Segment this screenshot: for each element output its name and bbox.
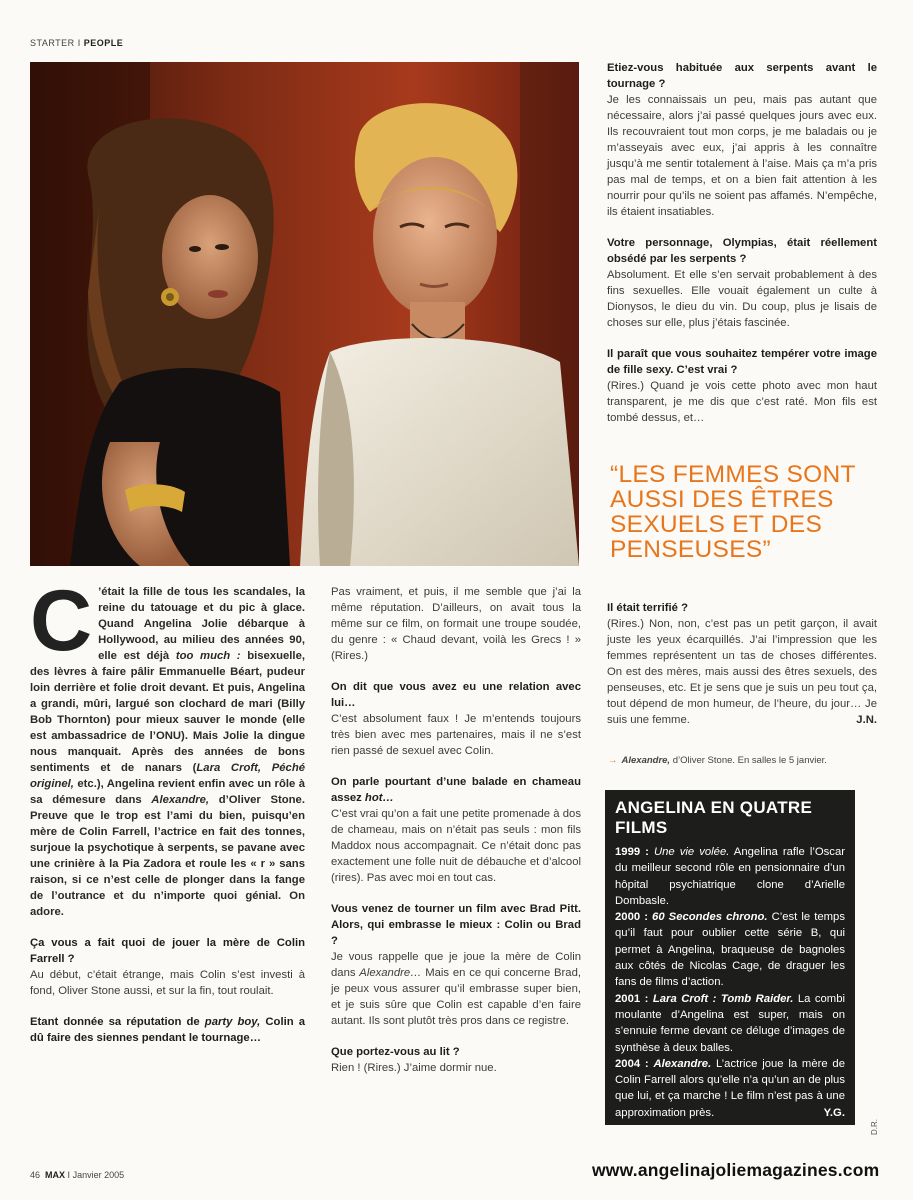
answer-6: Rien ! (Rires.) J’aime dormir nue. [331,1062,497,1074]
qa-6 [331,1044,581,1076]
question-4 [331,776,581,804]
question-2 [30,1014,305,1046]
question-6: Que portez-vous au lit ? [331,1046,460,1058]
question-2-em: party boy, [204,1016,261,1028]
question-5: Vous venez de tourner un film avec Brad Pitt. Alors, qui embrasse le mieux : Colin ou Brad ? [331,903,581,947]
credit-title: Alexandre, [621,755,671,766]
question-7: Etiez-vous habituée aux serpents avant le tournage ? [607,62,877,90]
lead-text-1: ’était la fille de tous les scandales, la reine du tatouage et du pic à glace. Quand Angelina Jolie débarque à Hollywood, au milieu des années 90, elle est déjà [98,586,305,662]
film-credit [608,755,827,766]
arrow-right-icon: → [608,755,618,766]
question-4-em: hot… [364,792,394,804]
qa-10 [607,600,877,728]
lead-paragraph [30,573,306,920]
qa-4 [331,774,581,886]
qa-1 [30,935,305,999]
lead-em-1: too much : [175,650,241,662]
column-3-bottom [607,600,877,743]
answer-5-em: Alexandre… [359,967,422,979]
issue-date: Janvier 2005 [72,1170,125,1180]
film-2-text: C’est le temps qu’il faut pour oublier cette série B, qui permet à Angelina, braqueuse de bagnoles aux côtés de Nicolas Cage, de draguer les fans de films d’action. [615,911,845,989]
question-8: Votre personnage, Olympias, était réellement obsédé par les serpents ? [607,237,877,265]
box-signature: Y.G. [823,1106,845,1119]
film-3-title: Lara Croft : Tomb Raider. [652,992,794,1005]
column-3-top [607,60,877,441]
lead-em-2: Lara Croft, Péché originel, [30,762,306,790]
lead-text-3: etc.), Angelina revient enfin avec un rôle à sa démesure dans [30,778,305,806]
film-1-title: Une vie volée. [653,846,730,858]
box-title: ANGELINA EN QUATRE FILMS [615,798,813,837]
page-footer [30,1170,124,1180]
film-1-text: Angelina rafle l’Oscar du meilleur second rôle en pensionnaire d’un hôpital psychiatrique clone d’Arielle Dombasle. [615,846,845,907]
credit-text: d’Oliver Stone. En salles le 5 janvier. [670,755,827,766]
lead-text-4: d’Oliver Stone. Preuve que le trop est l’ami du bien, puisqu’en mère de Colin Farrell, l’actrice en fait des tonnes, surjoue la psychotique à serpents, se pavane avec une crinière à la Pia Zadora et roule les « r » sans raison, si ce n’est celle de plonger dans la fange de l’outrance et du n’importe quoi génial. On adore. [30,794,305,918]
qa-5 [331,901,581,1029]
film-3-year: 2001 : [615,992,649,1005]
question-9: Il paraît que vous souhaitez tempérer votre image de fille sexy. C’est vrai ? [607,348,877,376]
footer-separator: I [67,1170,71,1180]
column-1 [30,573,306,1061]
answer-1: Au début, c’était étrange, mais Colin s’est investi à fond, Oliver Stone aussi, et sur la fin, tout roulait. [30,969,305,997]
subsection-name: PEOPLE [83,38,124,48]
answer-2: Pas vraiment, et puis, il me semble que j’ai la même réputation. D’ailleurs, on avait tous la même sur ce film, on formait une troupe soudée, du genre : « Chaud devant, voilà les Grecs ! » (Rires.) [331,586,581,662]
film-1-year: 1999 : [615,846,649,858]
pull-quote: “LES FEMMES SONT AUSSI DES ÊTRES SEXUELS ET DES PENSEUSES” [610,461,856,563]
film-4-year: 2004 : [615,1057,649,1070]
film-4-text: L’actrice joue la mère de Colin Farrell alors qu’elle n’a qu’un an de plus que lui, et ça marche ! Le film n’est pas à une approximation près. [615,1057,845,1119]
answer-8: Absolument. Et elle s’en servait probablement à des fins sexuelles. Elle vouait également un culte à Dionysos, le dieu du vin. Du coup, plus je lisais de choses sur elle, plus j’étais fascinée. [607,269,877,329]
magazine-name: MAX [45,1170,66,1180]
answer-4: C’est vrai qu’on a fait une petite promenade à dos de chameau, mais on n’était pas seuls : mon fils Maddox nous accompagnait. Ce n’était donc pas exactement une folle nuit de débauche et d’alcool (rires). Pas avec moi en tout cas. [331,808,581,884]
question-4-part-a: On parle pourtant d’une balade en chameau assez [331,776,581,804]
lead-text-2: bisexuelle, des lèvres à faire pâlir Emmanuelle Béart, pudeur loin derrière et folie droit devant. Et puis, Angelina a grandi, mûri, largué son clochard de mari (Billy Bob Thornton) pour mieux sauver le monde (elle est ambassadrice de l’ONU). Mais Jolie la dingue nous manquait. Après des années de bons sentiments et de nanars ( [30,650,305,774]
section-label [30,38,123,48]
answer-3: C’est absolument faux ! Je m’entends toujours très bien avec mes partenaires, mais il ne s’est rien passé de sexuel avec Colin. [331,713,581,757]
photo-illustration [30,62,579,566]
film-4-title: Alexandre. [653,1057,712,1070]
question-2-part-a: Etant donnée sa réputation de [30,1016,205,1028]
page-number: 46 [30,1170,41,1180]
answer-7: Je les connaissais un peu, mais pas autant que nécessaire, alors j’ai passé quelques jours avec eux. Ils recouvraient tout mon corps, je me baladais ou je m’asseyais avec eux, j’ai appris à les connaître jusqu’à me sentir totalement à l’aise. Mais ça m’a pris pas mal de temps, et on a bien fait attention à les nourrir pour qu’ils ne soient pas affamés. N’empêche, ils étaient insatiables. [607,94,877,218]
qa-8 [607,235,877,331]
qa-9 [607,346,877,426]
question-10: Il était terrifié ? [607,602,688,614]
drop-cap: C [30,573,93,669]
film-still-photo [30,62,579,566]
question-2-part-b: Colin a dû faire des siennes pendant le tournage… [30,1016,305,1044]
website-watermark: www.angelinajoliemagazines.com [592,1160,880,1180]
section-name: STARTER [30,38,75,48]
answer-10: (Rires.) Non, non, c’est pas un petit garçon, il avait juste les yeux écarquillés. J’ai l’impression que les femmes représentent un tas de choses différentes. On est des mères, mais aussi des êtres sexuels, des penseuses, etc. Et je sens que je suis un peu tout ça, tout dépend de mon humeur, de l’heure, du jour… Je suis une femme. [607,618,877,726]
film-2-year: 2000 : [615,911,648,924]
question-3: On dit que vous avez eu une relation avec lui… [331,681,581,709]
film-2-title: 60 Secondes chrono. [652,911,768,924]
author-signature: J.N. [856,714,877,726]
photo-credit-dr: D.R. [870,1119,879,1135]
films-sidebar-box [605,790,855,1125]
column-2 [331,584,581,1091]
lead-em-3: Alexandre, [151,794,210,806]
qa-3 [331,679,581,759]
answer-5-part-b: Mais en ce qui concerne Brad, je peux vous assurer qu’il embrasse super bien, et je suis sûre que Colin est capable d’en faire autant. Ils sont plutôt très pros dans ce registre. [331,967,581,1027]
answer-5 [331,951,581,1027]
qa-7 [607,60,877,220]
film-3-text: La combi moulante d’Angelina est super, mais on s’ennuie ferme devant ce déluge d’images de synthèse à deux balles. [615,992,846,1054]
section-separator: I [77,38,81,48]
question-1: Ça vous a fait quoi de jouer la mère de Colin Farrell ? [30,937,305,965]
box-text [615,844,845,1121]
answer-9: (Rires.) Quand je vois cette photo avec mon haut transparent, je me dis que c’est raté. Mon fils est tombé dessus, et… [607,380,877,424]
answer-5-part-a: Je vous rappelle que je joue la mère de Colin dans [331,951,581,979]
